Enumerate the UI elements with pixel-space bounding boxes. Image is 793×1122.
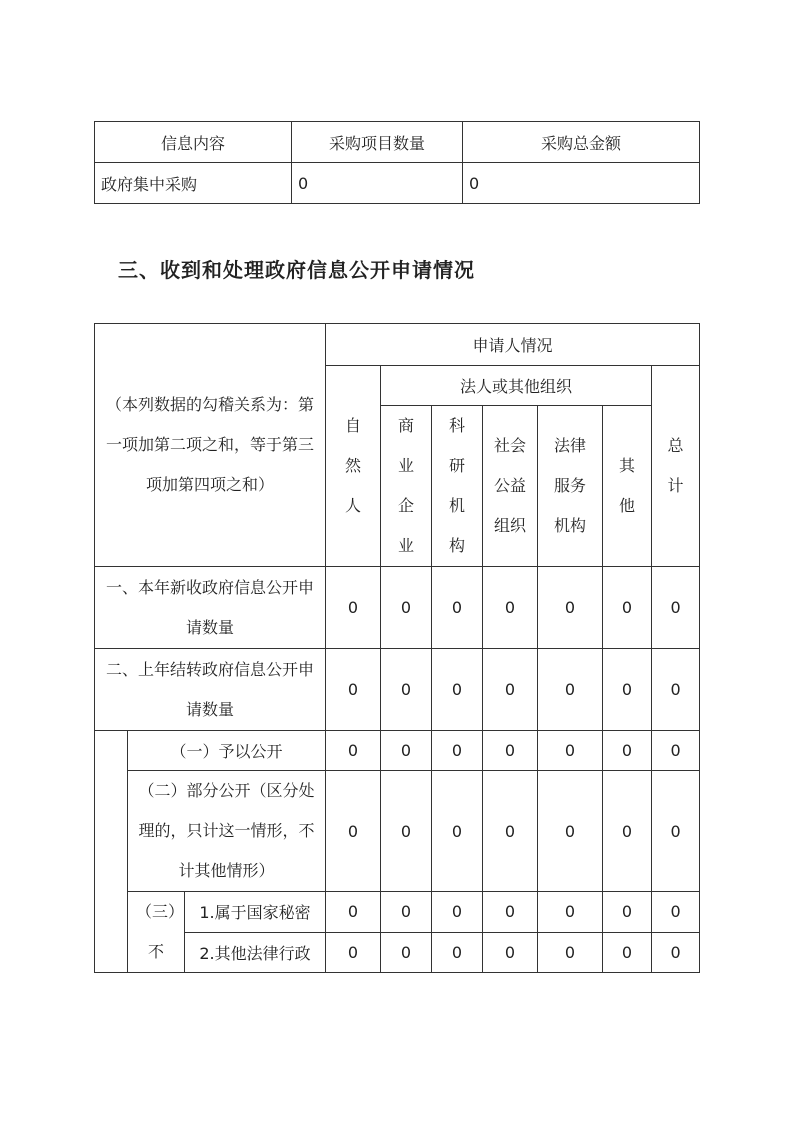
applicant-header: 申请人情况 — [326, 324, 700, 366]
application-table — [94, 323, 700, 973]
header-total-amount: 采购总金额 — [463, 122, 700, 163]
cell-value: 0 — [652, 892, 700, 933]
cell-value: 0 — [432, 892, 483, 933]
header-project-count: 采购项目数量 — [292, 122, 463, 163]
cell-value: 0 — [483, 649, 538, 731]
cell-value: 0 — [652, 771, 700, 892]
cell-project-count: 0 — [292, 163, 463, 204]
cell-value: 0 — [603, 649, 652, 731]
cell-value: 0 — [603, 731, 652, 771]
cell-value: 0 — [652, 649, 700, 731]
row-label: 1.属于国家秘密 — [185, 892, 326, 933]
cell-value: 0 — [432, 771, 483, 892]
table-row — [95, 932, 700, 973]
table-row — [95, 892, 700, 933]
cell-value: 0 — [603, 771, 652, 892]
group-blank-cell — [95, 731, 128, 973]
cell-total-amount: 0 — [463, 163, 700, 204]
row-label: 2.其他法律行政 — [185, 932, 326, 973]
cell-value: 0 — [381, 649, 432, 731]
cell-value: 0 — [326, 932, 381, 973]
col-other: 其他 — [603, 406, 652, 567]
cell-value: 0 — [652, 932, 700, 973]
cell-value: 0 — [652, 567, 700, 649]
row-label: （一）予以公开 — [128, 731, 326, 771]
cell-value: 0 — [538, 731, 603, 771]
cell-value: 0 — [432, 567, 483, 649]
row-label: （二）部分公开（区分处理的，只计这一情形，不计其他情形） — [128, 771, 326, 892]
col-commercial: 商业企业 — [381, 406, 432, 567]
cell-value: 0 — [603, 567, 652, 649]
row-label: 二、上年结转政府信息公开申请数量 — [95, 649, 326, 731]
cell-value: 0 — [326, 731, 381, 771]
note-cell — [95, 324, 326, 567]
row-label-central-procurement: 政府集中采购 — [95, 163, 292, 204]
total-header: 总计 — [652, 366, 700, 567]
table-row — [95, 567, 700, 649]
cell-value: 0 — [538, 567, 603, 649]
cell-value: 0 — [538, 771, 603, 892]
col-research: 科研机构 — [432, 406, 483, 567]
note-text: （本列数据的勾稽关系为：第一项加第二项之和，等于第三项加第四项之和） — [105, 395, 314, 494]
cell-value: 0 — [483, 892, 538, 933]
cell-value: 0 — [381, 932, 432, 973]
cell-value: 0 — [483, 731, 538, 771]
cell-value: 0 — [326, 567, 381, 649]
row-label: 一、本年新收政府信息公开申请数量 — [95, 567, 326, 649]
cell-value: 0 — [603, 932, 652, 973]
cell-value: 0 — [652, 731, 700, 771]
cell-value: 0 — [483, 567, 538, 649]
cell-value: 0 — [381, 892, 432, 933]
not-open-group-label: （三）不 — [128, 892, 185, 973]
cell-value: 0 — [381, 731, 432, 771]
cell-value: 0 — [538, 932, 603, 973]
cell-value: 0 — [381, 567, 432, 649]
cell-value: 0 — [538, 649, 603, 731]
cell-value: 0 — [326, 771, 381, 892]
cell-value: 0 — [326, 892, 381, 933]
legal-group-header: 法人或其他组织 — [381, 366, 652, 406]
procurement-table — [94, 121, 700, 204]
cell-value: 0 — [603, 892, 652, 933]
header-info-content: 信息内容 — [95, 122, 292, 163]
cell-value: 0 — [381, 771, 432, 892]
cell-value: 0 — [432, 731, 483, 771]
section-heading: 三、收到和处理政府信息公开申请情况 — [118, 258, 475, 282]
table-row — [95, 649, 700, 731]
natural-person-header: 自然人 — [326, 366, 381, 567]
cell-value: 0 — [432, 649, 483, 731]
table-row — [95, 771, 700, 892]
col-public-welfare: 社会公益组织 — [483, 406, 538, 567]
table-row — [95, 731, 700, 771]
cell-value: 0 — [326, 649, 381, 731]
cell-value: 0 — [538, 892, 603, 933]
cell-value: 0 — [432, 932, 483, 973]
cell-value: 0 — [483, 771, 538, 892]
col-legal-service: 法律服务机构 — [538, 406, 603, 567]
cell-value: 0 — [483, 932, 538, 973]
